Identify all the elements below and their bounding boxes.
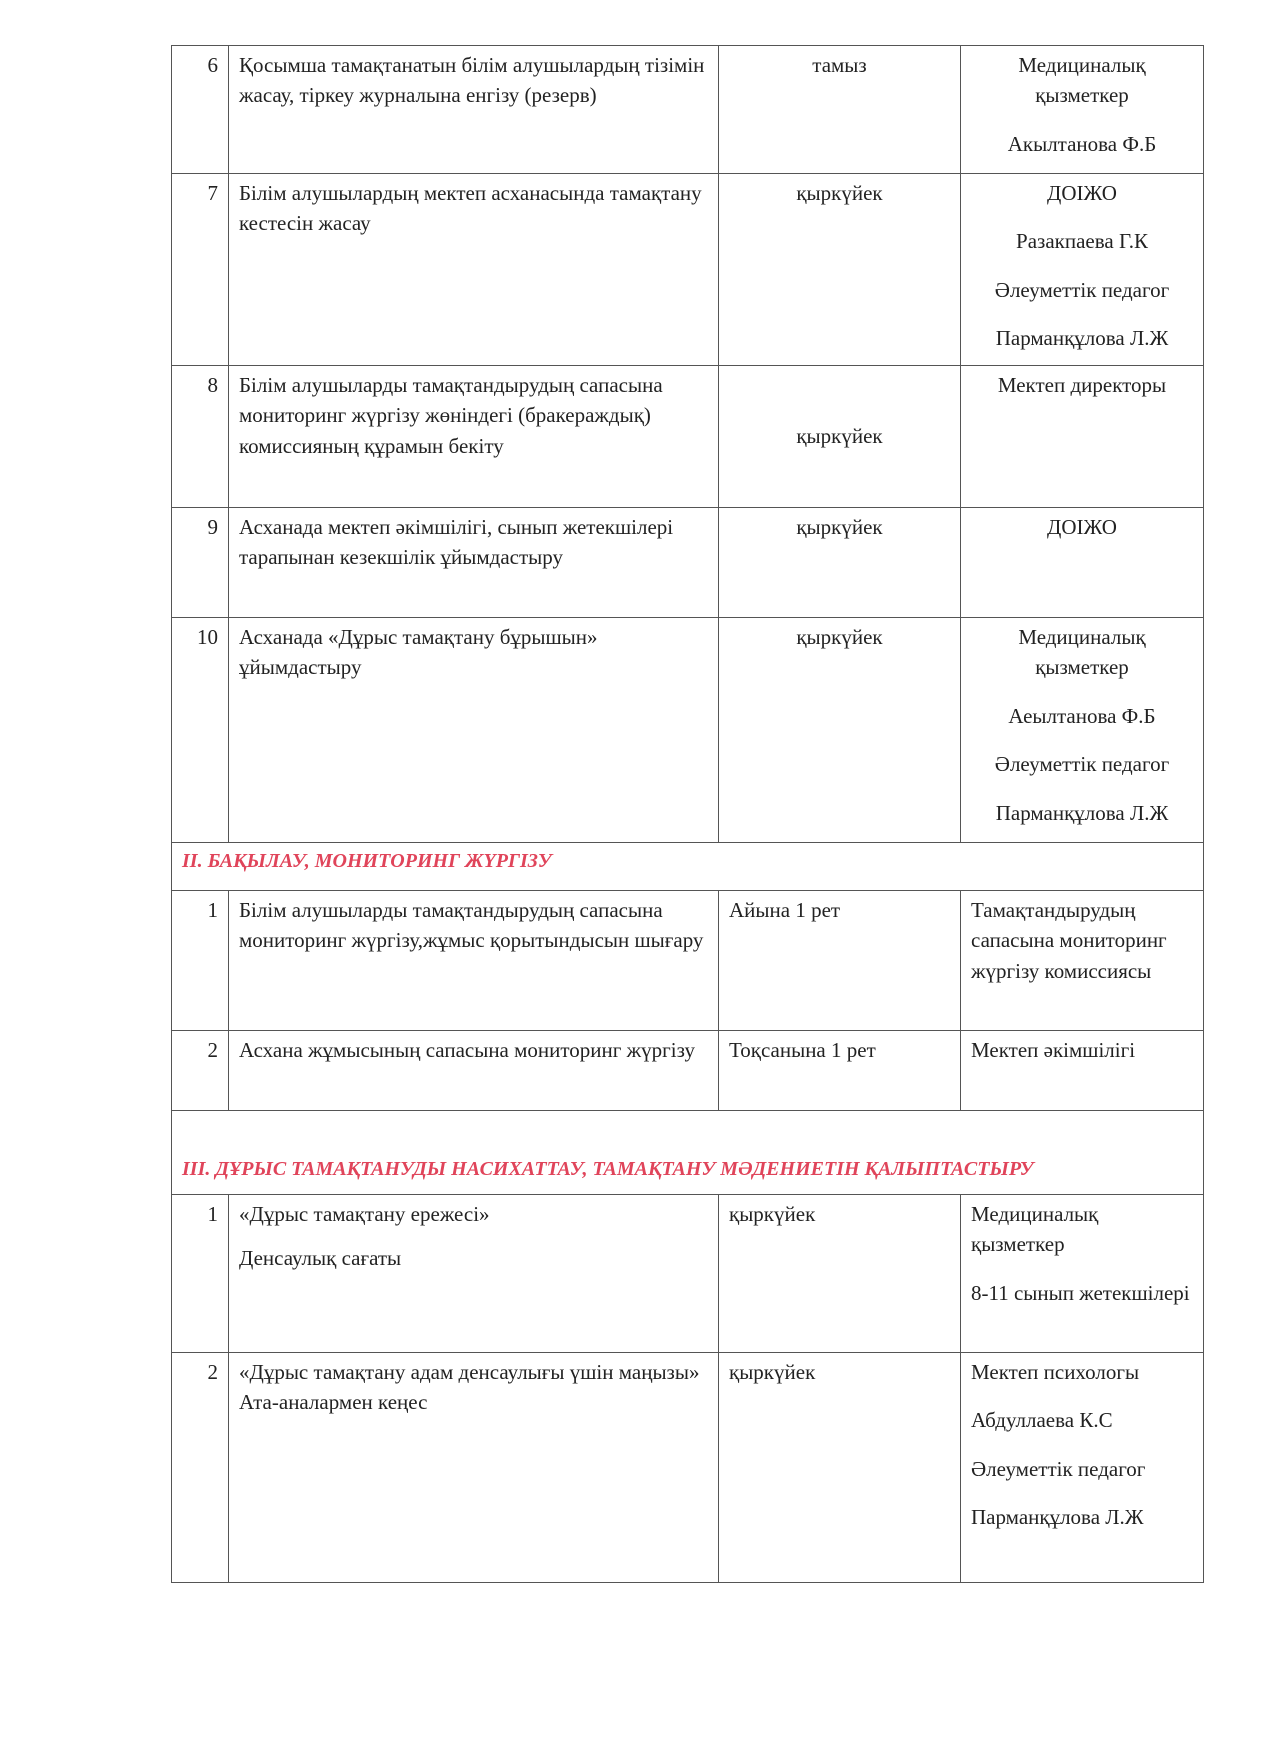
responsible-line: Медициналық қызметкер (971, 1202, 1099, 1257)
table-row (172, 1031, 1204, 1111)
table-row (172, 618, 1204, 843)
section-title: II. БАҚЫЛАУ, МОНИТОРИНГ ЖҮРГІЗУ (172, 843, 1204, 891)
task-cell: Білім алушыларды тамақтандырудың сапасына мониторинг жүргізу жөніндегі (бракераждық) комиссияның құрамын бекіту (229, 366, 719, 508)
responsible-line: Аеылтанова Ф.Б (1008, 703, 1156, 728)
responsible-line: Разакпаева Г.К (1016, 229, 1148, 254)
task-cell (229, 1353, 719, 1583)
row-number: 9 (172, 508, 229, 618)
responsible-cell (961, 1195, 1204, 1353)
table-row (172, 366, 1204, 508)
responsible-line: Мектеп директоры (997, 373, 1167, 397)
task-cell (229, 1195, 719, 1353)
task-cell: Қосымша тамақтанатын білім алушылардың тізімін жасау, тіркеу журналына енгізу (резерв) (229, 46, 719, 174)
task-line: «Дұрыс тамақтану ережесі» (239, 1202, 490, 1226)
task-cell: Асхана жұмысының сапасына мониторинг жүргізу (229, 1031, 719, 1111)
row-number: 1 (172, 1195, 229, 1353)
table-row (172, 1195, 1204, 1353)
row-number: 2 (172, 1353, 229, 1583)
row-number: 10 (172, 618, 229, 843)
date-cell: қыркүйек (719, 618, 961, 843)
table-row (172, 174, 1204, 366)
responsible-cell (961, 46, 1204, 174)
task-cell: Білім алушылардың мектеп асханасында тамақтану кестесін жасау (229, 174, 719, 366)
task-cell: Асханада мектеп әкімшілігі, сынып жетекшілері тарапынан кезекшілік ұйымдастыру (229, 508, 719, 618)
section-header-row (172, 843, 1204, 891)
responsible-line: Парманқұлова Л.Ж (995, 326, 1169, 351)
responsible-line: Акылтанова Ф.Б (1007, 131, 1157, 156)
section-header-row (172, 1111, 1204, 1195)
row-number: 6 (172, 46, 229, 174)
date-cell: қыркүйек (719, 508, 961, 618)
table-row (172, 508, 1204, 618)
responsible-cell (961, 508, 1204, 618)
responsible-cell (961, 366, 1204, 508)
responsible-line: Медициналық қызметкер (1018, 53, 1146, 108)
responsible-line: 8-11 сынып жетекшілері (971, 1280, 1190, 1305)
responsible-line: ДОІЖО (1047, 181, 1117, 205)
responsible-cell: Мектеп әкімшілігі (961, 1031, 1204, 1111)
responsible-line: Медициналық қызметкер (1018, 625, 1146, 680)
task-line: Денсаулық сағаты (239, 1246, 402, 1271)
responsible-cell: Тамақтандырудың сапасына мониторинг жүргізу комиссиясы (961, 891, 1204, 1031)
table-row (172, 46, 1204, 174)
task-cell: Асханада «Дұрыс тамақтану бұрышын» ұйымдастыру (229, 618, 719, 843)
nutrition-plan-table (171, 45, 1204, 1583)
responsible-line: Абдуллаева К.С (971, 1408, 1113, 1433)
date-cell: Айына 1 рет (719, 891, 961, 1031)
responsible-line: Мектеп психологы (971, 1360, 1140, 1384)
task-cell: Білім алушыларды тамақтандырудың сапасына мониторинг жүргізу,жұмыс қорытындысын шығару (229, 891, 719, 1031)
row-number: 7 (172, 174, 229, 366)
table-row (172, 891, 1204, 1031)
date-cell: Тоқсанына 1 рет (719, 1031, 961, 1111)
date-cell: қыркүйек (719, 1195, 961, 1353)
responsible-cell (961, 174, 1204, 366)
section-title: III. ДҰРЫС ТАМАҚТАНУДЫ НАСИХАТТАУ, ТАМАҚТАНУ МӘДЕНИЕТІН ҚАЛЫПТАСТЫРУ (172, 1111, 1204, 1195)
date-cell: қыркүйек (719, 174, 961, 366)
responsible-line: Парманқұлова Л.Ж (995, 800, 1169, 825)
date-cell: қыркүйек (719, 366, 961, 508)
task-line: «Дұрыс тамақтану адам денсаулығы үшін маңызы» Ата-аналармен кеңес (239, 1360, 700, 1415)
responsible-line: Әлеуметтік педагог (994, 277, 1170, 302)
responsible-cell (961, 1353, 1204, 1583)
date-cell: қыркүйек (719, 1353, 961, 1583)
responsible-line: ДОІЖО (1047, 515, 1117, 539)
table-row (172, 1353, 1204, 1583)
row-number: 1 (172, 891, 229, 1031)
date-cell: тамыз (719, 46, 961, 174)
responsible-line: Әлеуметтік педагог (994, 752, 1170, 777)
row-number: 8 (172, 366, 229, 508)
row-number: 2 (172, 1031, 229, 1111)
responsible-line: Әлеуметтік педагог (971, 1456, 1146, 1481)
responsible-cell (961, 618, 1204, 843)
responsible-line: Парманқұлова Л.Ж (971, 1505, 1144, 1530)
